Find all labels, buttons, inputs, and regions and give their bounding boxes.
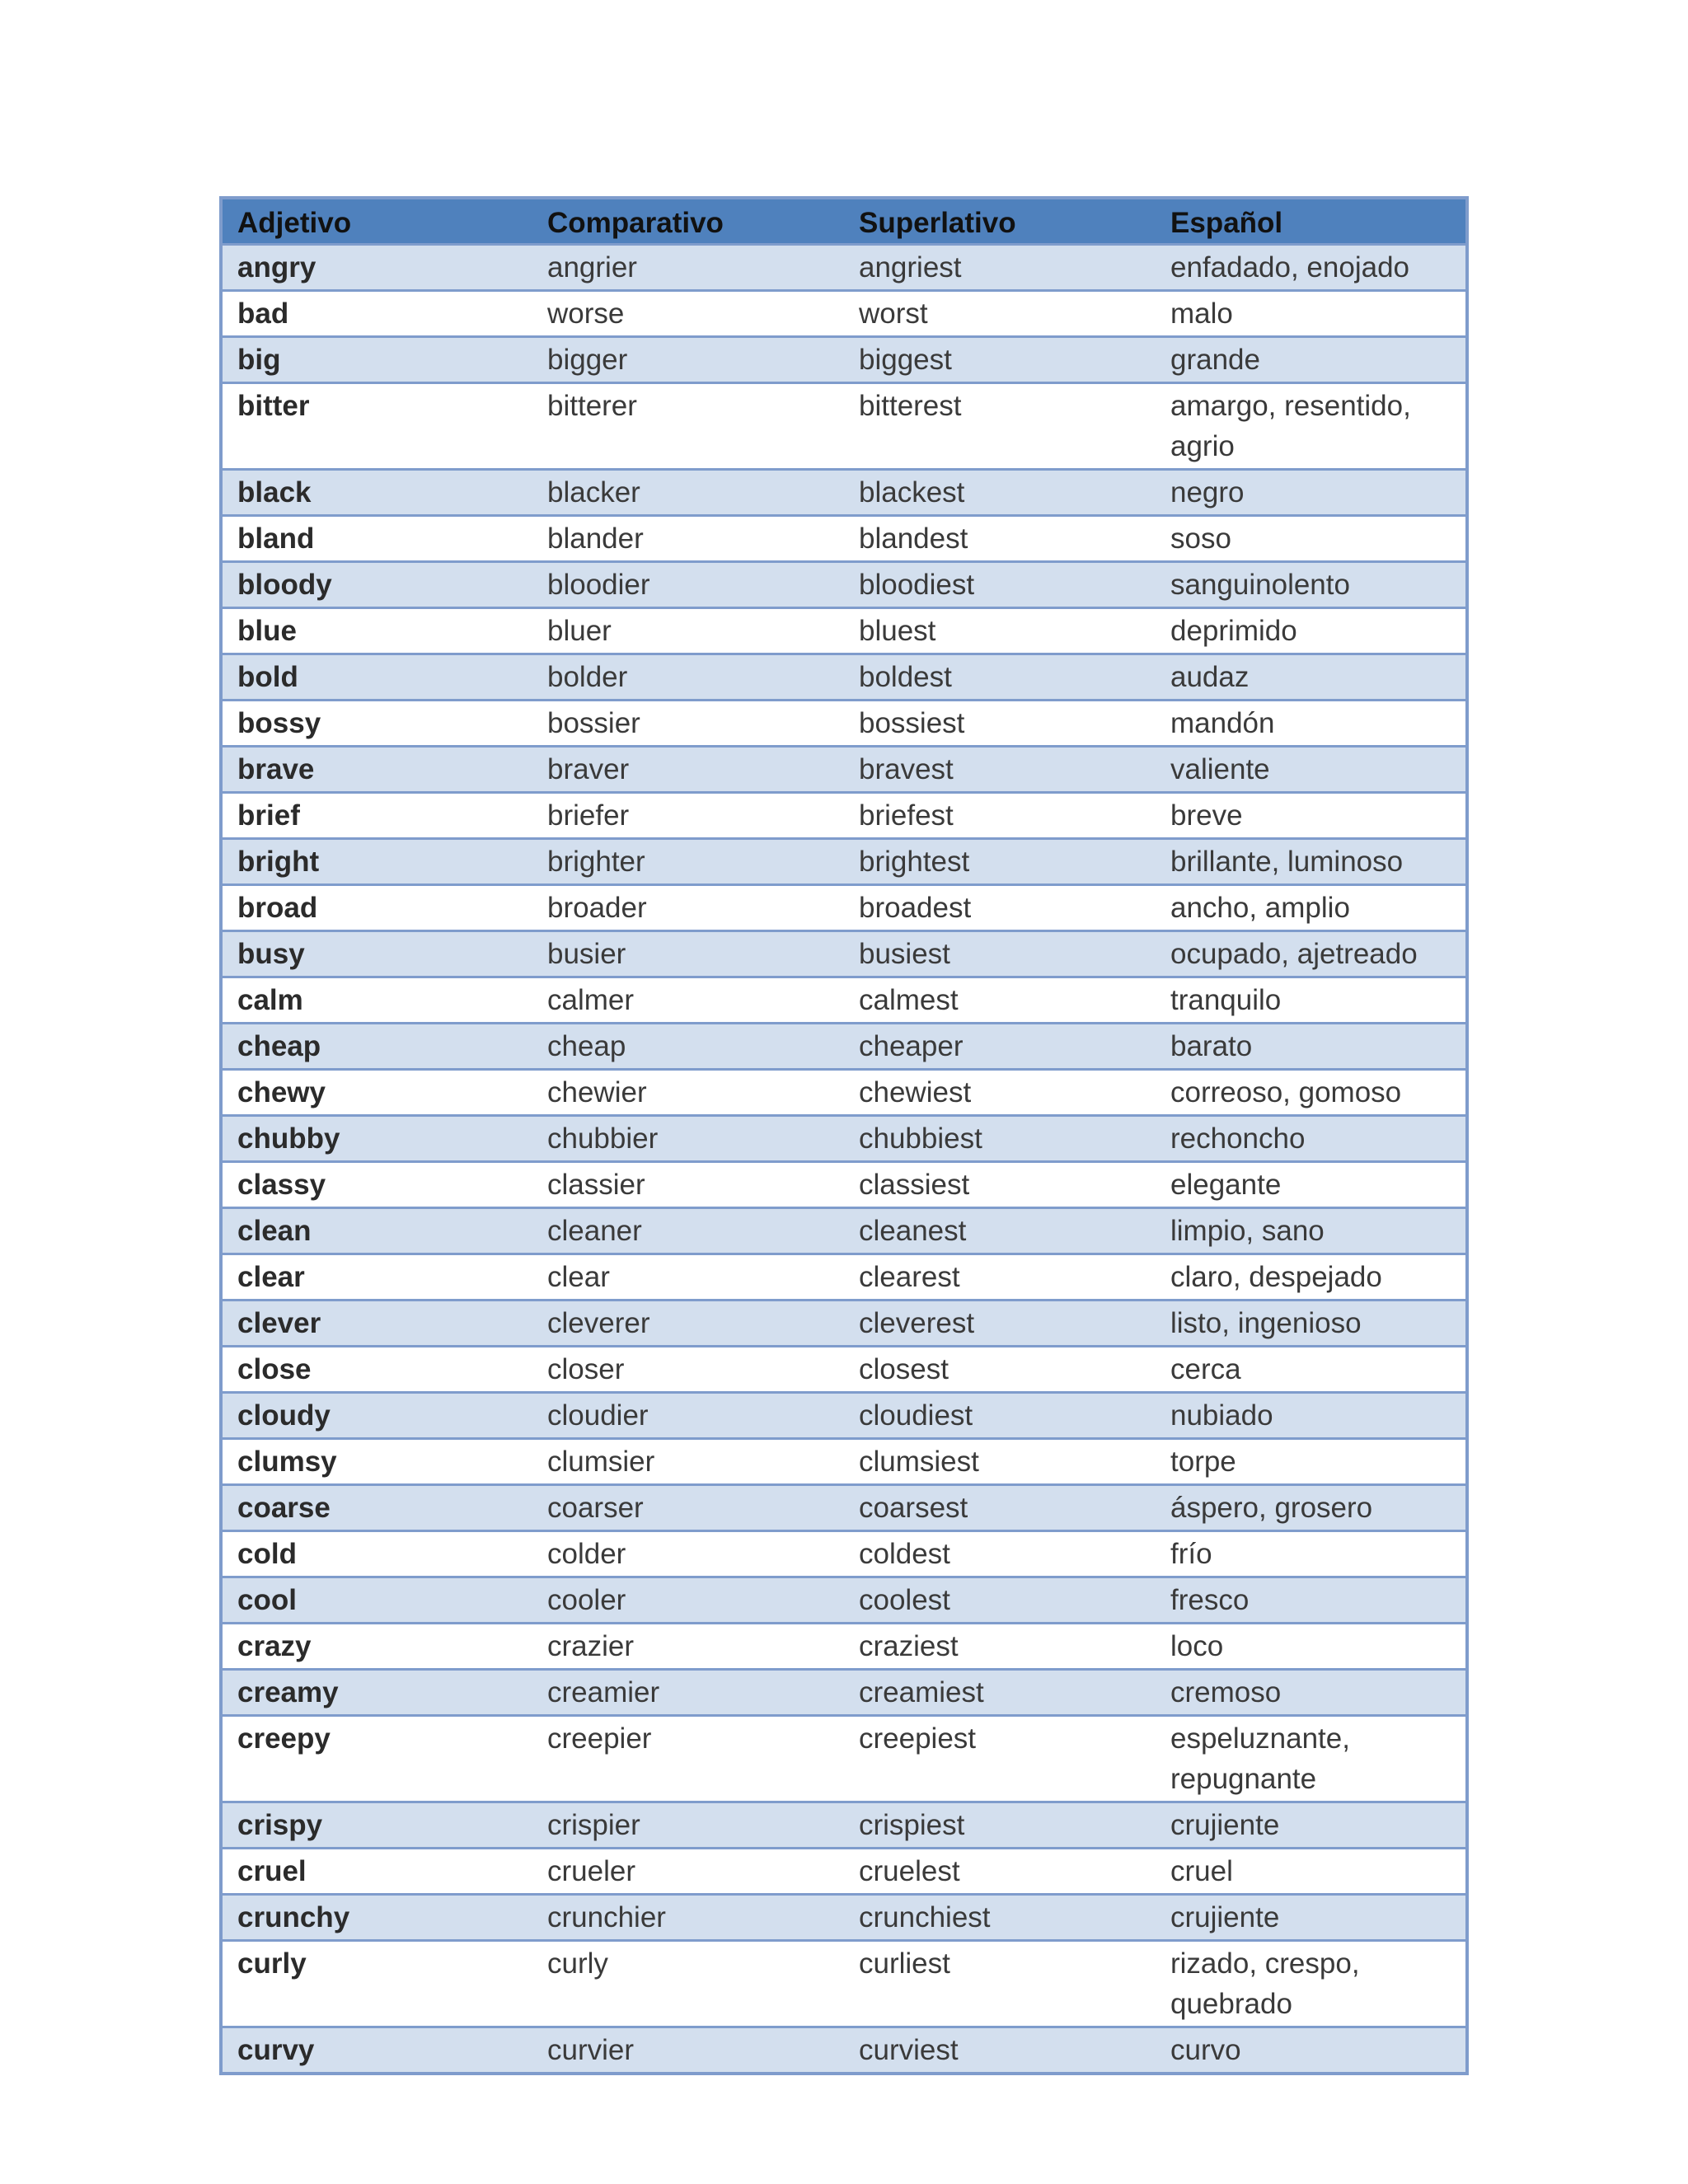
table-row [221, 291, 1467, 337]
table-row [221, 977, 1467, 1024]
cell-adjetivo: bad [237, 298, 289, 330]
cell-espanol: elegante [1170, 1169, 1282, 1201]
cell-espanol: correoso, gomoso [1170, 1076, 1402, 1108]
cell-superlativo: briefest [859, 799, 954, 832]
cell-adjetivo: classy [237, 1169, 326, 1201]
cell-superlativo: bloodiest [859, 569, 975, 601]
table-body [221, 245, 1467, 2074]
cell-espanol: cerca [1170, 1353, 1241, 1385]
adjectives-table [219, 196, 1469, 2075]
cell-adjetivo: crazy [237, 1630, 312, 1662]
cell-espanol: deprimido [1170, 615, 1297, 647]
table-row [221, 1577, 1467, 1624]
cell-espanol: rechoncho [1170, 1122, 1306, 1155]
cell-superlativo: boldest [859, 661, 952, 693]
cell-adjetivo: clever [237, 1307, 321, 1339]
cell-espanol: ocupado, ajetreado [1170, 938, 1418, 970]
header-row [221, 198, 1467, 245]
cell-adjetivo: angry [237, 251, 316, 284]
cell-espanol: enfadado, enojado [1170, 251, 1409, 284]
cell-adjetivo: big [237, 344, 281, 376]
cell-superlativo: brightest [859, 846, 970, 878]
table-row [221, 1393, 1467, 1439]
cell-comparativo: cheap [547, 1030, 626, 1062]
table-row [221, 1347, 1467, 1393]
cell-adjetivo: bold [237, 661, 298, 693]
table-row [221, 1254, 1467, 1301]
table-row [221, 931, 1467, 977]
table-row [221, 1301, 1467, 1347]
cell-comparativo: bossier [547, 707, 640, 739]
cell-adjetivo: coarse [237, 1492, 331, 1524]
cell-superlativo: crunchiest [859, 1901, 991, 1933]
table-header [221, 198, 1467, 245]
cell-espanol: limpio, sano [1170, 1215, 1325, 1247]
table-row [221, 2027, 1467, 2074]
table-row [221, 1070, 1467, 1116]
cell-espanol: cruel [1170, 1855, 1233, 1887]
cell-superlativo: bossiest [859, 707, 965, 739]
cell-comparativo: cleverer [547, 1307, 650, 1339]
table-row [221, 245, 1467, 291]
cell-superlativo: bitterest [859, 390, 962, 422]
cell-comparativo: creepier [547, 1722, 652, 1755]
cell-adjetivo: crunchy [237, 1901, 350, 1933]
cell-comparativo: curly [547, 1947, 608, 1980]
cell-adjetivo: close [237, 1353, 312, 1385]
cell-espanol: valiente [1170, 753, 1270, 785]
table-row [221, 1802, 1467, 1849]
cell-superlativo: broadest [859, 892, 972, 924]
cell-comparativo: bloodier [547, 569, 650, 601]
cell-superlativo: worst [859, 298, 928, 330]
cell-espanol: rizado, crespo, quebrado [1170, 1947, 1360, 2020]
cell-adjetivo: brief [237, 799, 300, 832]
cell-adjetivo: black [237, 476, 312, 509]
cell-superlativo: curviest [859, 2034, 959, 2066]
cell-espanol: cremoso [1170, 1676, 1282, 1708]
cell-comparativo: worse [547, 298, 625, 330]
cell-superlativo: coolest [859, 1584, 950, 1616]
cell-espanol: nubiado [1170, 1399, 1273, 1432]
cell-adjetivo: bright [237, 846, 320, 878]
cell-espanol: grande [1170, 344, 1260, 376]
cell-adjetivo: cheap [237, 1030, 321, 1062]
cell-superlativo: clearest [859, 1261, 960, 1293]
cell-espanol: ancho, amplio [1170, 892, 1350, 924]
cell-adjetivo: bitter [237, 390, 310, 422]
cell-adjetivo: curvy [237, 2034, 315, 2066]
cell-superlativo: craziest [859, 1630, 959, 1662]
cell-superlativo: cleverest [859, 1307, 975, 1339]
cell-espanol: amargo, resentido, agrio [1170, 390, 1411, 462]
table-row [221, 1895, 1467, 1941]
cell-comparativo: bluer [547, 615, 612, 647]
cell-adjetivo: bossy [237, 707, 321, 739]
header-comparativo: Comparativo [532, 198, 844, 245]
cell-comparativo: brighter [547, 846, 645, 878]
table-row [221, 562, 1467, 608]
cell-comparativo: crazier [547, 1630, 635, 1662]
cell-espanol: curvo [1170, 2034, 1241, 2066]
cell-comparativo: colder [547, 1538, 626, 1570]
cell-comparativo: creamier [547, 1676, 660, 1708]
table-row [221, 1849, 1467, 1895]
cell-adjetivo: blue [237, 615, 297, 647]
cell-comparativo: cooler [547, 1584, 626, 1616]
table-row [221, 1624, 1467, 1670]
table-row [221, 747, 1467, 793]
table-row [221, 1531, 1467, 1577]
cell-comparativo: bitterer [547, 390, 637, 422]
cell-superlativo: closest [859, 1353, 949, 1385]
cell-adjetivo: busy [237, 938, 305, 970]
cell-adjetivo: creamy [237, 1676, 339, 1708]
cell-adjetivo: curly [237, 1947, 307, 1980]
table-row [221, 701, 1467, 747]
cell-adjetivo: clear [237, 1261, 305, 1293]
cell-comparativo: cloudier [547, 1399, 649, 1432]
cell-superlativo: busiest [859, 938, 950, 970]
cell-espanol: espeluznante, repugnante [1170, 1722, 1350, 1795]
cell-superlativo: bravest [859, 753, 954, 785]
cell-comparativo: crispier [547, 1809, 640, 1841]
cell-adjetivo: clumsy [237, 1446, 337, 1478]
cell-adjetivo: bland [237, 523, 315, 555]
cell-espanol: torpe [1170, 1446, 1236, 1478]
cell-espanol: crujiente [1170, 1809, 1280, 1841]
cell-superlativo: creamiest [859, 1676, 984, 1708]
table-row [221, 1716, 1467, 1802]
cell-adjetivo: calm [237, 984, 303, 1016]
cell-comparativo: chewier [547, 1076, 647, 1108]
cell-comparativo: briefer [547, 799, 630, 832]
table-row [221, 654, 1467, 701]
table-row [221, 1162, 1467, 1208]
cell-comparativo: coarser [547, 1492, 644, 1524]
cell-comparativo: braver [547, 753, 630, 785]
table-row [221, 516, 1467, 562]
cell-adjetivo: broad [237, 892, 318, 924]
cell-superlativo: blandest [859, 523, 968, 555]
cell-adjetivo: cruel [237, 1855, 307, 1887]
cell-comparativo: clumsier [547, 1446, 655, 1478]
cell-espanol: crujiente [1170, 1901, 1280, 1933]
cell-adjetivo: crispy [237, 1809, 323, 1841]
cell-superlativo: creepiest [859, 1722, 977, 1755]
table-row [221, 1670, 1467, 1716]
cell-superlativo: coldest [859, 1538, 950, 1570]
cell-adjetivo: brave [237, 753, 315, 785]
cell-comparativo: angrier [547, 251, 637, 284]
table-row [221, 1485, 1467, 1531]
table-row [221, 1024, 1467, 1070]
cell-comparativo: clear [547, 1261, 610, 1293]
header-adjetivo: Adjetivo [221, 198, 532, 245]
cell-superlativo: cheaper [859, 1030, 964, 1062]
cell-comparativo: bolder [547, 661, 628, 693]
cell-comparativo: crunchier [547, 1901, 666, 1933]
table-row [221, 1439, 1467, 1485]
cell-espanol: claro, despejado [1170, 1261, 1382, 1293]
cell-comparativo: classier [547, 1169, 645, 1201]
cell-adjetivo: cool [237, 1584, 297, 1616]
cell-espanol: brillante, luminoso [1170, 846, 1404, 878]
cell-superlativo: cruelest [859, 1855, 960, 1887]
cell-espanol: barato [1170, 1030, 1253, 1062]
cell-superlativo: chubbiest [859, 1122, 982, 1155]
cell-superlativo: biggest [859, 344, 952, 376]
cell-espanol: negro [1170, 476, 1245, 509]
cell-espanol: loco [1170, 1630, 1224, 1662]
cell-comparativo: broader [547, 892, 647, 924]
cell-comparativo: cleaner [547, 1215, 642, 1247]
cell-adjetivo: creepy [237, 1722, 331, 1755]
cell-espanol: sanguinolento [1170, 569, 1350, 601]
table-row [221, 839, 1467, 885]
cell-adjetivo: cloudy [237, 1399, 331, 1432]
table-row [221, 337, 1467, 383]
cell-superlativo: bluest [859, 615, 936, 647]
table-row [221, 1941, 1467, 2027]
cell-comparativo: blacker [547, 476, 640, 509]
table-row [221, 885, 1467, 931]
cell-adjetivo: chubby [237, 1122, 340, 1155]
cell-superlativo: blackest [859, 476, 965, 509]
cell-superlativo: clumsiest [859, 1446, 979, 1478]
adjectives-table-container [219, 196, 1465, 2075]
cell-superlativo: coarsest [859, 1492, 968, 1524]
header-superlativo: Superlativo [844, 198, 1156, 245]
table-row [221, 383, 1467, 470]
cell-comparativo: bigger [547, 344, 628, 376]
cell-espanol: frío [1170, 1538, 1212, 1570]
table-row [221, 1116, 1467, 1162]
cell-comparativo: busier [547, 938, 626, 970]
cell-comparativo: curvier [547, 2034, 635, 2066]
table-row [221, 608, 1467, 654]
cell-adjetivo: clean [237, 1215, 312, 1247]
table-row [221, 470, 1467, 516]
cell-adjetivo: chewy [237, 1076, 326, 1108]
cell-superlativo: angriest [859, 251, 962, 284]
cell-comparativo: calmer [547, 984, 635, 1016]
cell-comparativo: chubbier [547, 1122, 659, 1155]
cell-espanol: áspero, grosero [1170, 1492, 1373, 1524]
cell-superlativo: cloudiest [859, 1399, 973, 1432]
cell-superlativo: crispiest [859, 1809, 965, 1841]
cell-adjetivo: cold [237, 1538, 297, 1570]
cell-adjetivo: bloody [237, 569, 332, 601]
cell-comparativo: crueler [547, 1855, 635, 1887]
cell-comparativo: closer [547, 1353, 625, 1385]
cell-superlativo: curliest [859, 1947, 950, 1980]
table-row [221, 1208, 1467, 1254]
cell-superlativo: cleanest [859, 1215, 967, 1247]
table-row [221, 793, 1467, 839]
cell-superlativo: calmest [859, 984, 959, 1016]
cell-espanol: audaz [1170, 661, 1250, 693]
header-espanol: Español [1156, 198, 1467, 245]
cell-espanol: soso [1170, 523, 1231, 555]
cell-espanol: mandón [1170, 707, 1275, 739]
cell-comparativo: blander [547, 523, 644, 555]
cell-espanol: listo, ingenioso [1170, 1307, 1362, 1339]
cell-superlativo: chewiest [859, 1076, 972, 1108]
cell-espanol: malo [1170, 298, 1233, 330]
cell-espanol: fresco [1170, 1584, 1250, 1616]
cell-espanol: tranquilo [1170, 984, 1282, 1016]
cell-superlativo: classiest [859, 1169, 970, 1201]
cell-espanol: breve [1170, 799, 1243, 832]
